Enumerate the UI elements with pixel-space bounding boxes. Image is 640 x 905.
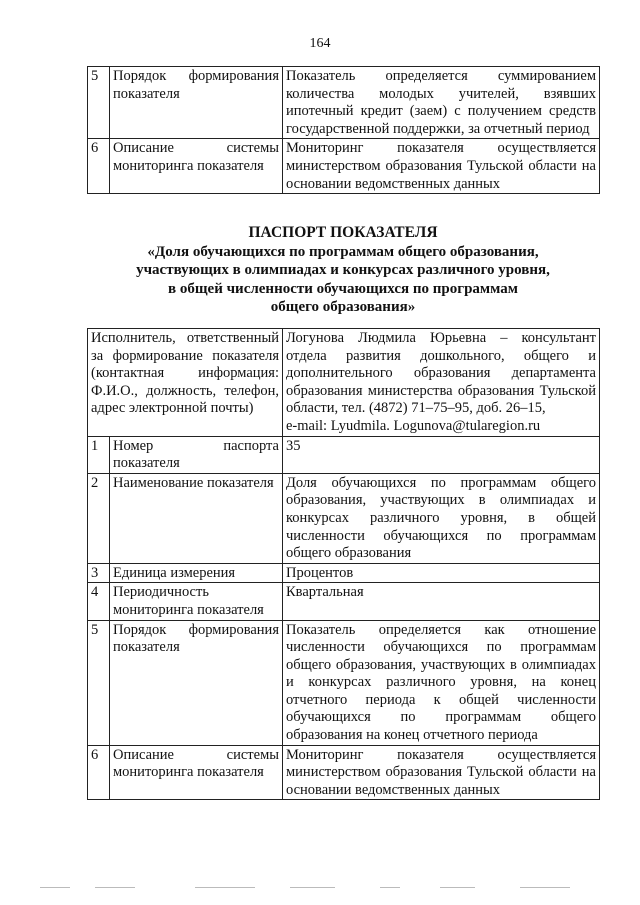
row-label: Наименование показателя — [110, 473, 283, 563]
table-row — [88, 563, 600, 583]
row-label: Номер паспорта показателя — [110, 436, 283, 473]
row-number: 2 — [88, 473, 110, 563]
table-row — [88, 67, 600, 139]
row-value: 35 — [283, 436, 600, 473]
table-row — [88, 139, 600, 194]
executor-row — [88, 329, 600, 437]
table-row — [88, 620, 600, 745]
row-number: 5 — [88, 67, 110, 139]
executor-cell — [283, 329, 600, 437]
row-number: 4 — [88, 583, 110, 620]
row-label: Описание системы мониторинга показателя — [110, 139, 283, 194]
passport-subtitle-line: общего образования» — [270, 299, 416, 315]
row-label: Описание системы мониторинга показателя — [110, 745, 283, 800]
row-value: Доля обучающихся по программам общего образования, участвующих в олимпиадах и конкурсах различного уровня, в общей численности обучающихся по программам общего образования — [283, 473, 600, 563]
passport-subtitle-line: «Доля обучающихся по программам общего образования, — [147, 243, 539, 260]
row-value: Квартальная — [283, 583, 600, 620]
table-row — [88, 436, 600, 473]
row-label: Единица измерения — [110, 563, 283, 583]
executor-value: Логунова Людмила Юрьевна – консультант отдела развития дошкольного, общего и дополнительного образования департамента образования министерства образования Тульской области, тел. (4872) 71–75–95, доб. 26–15, — [286, 330, 596, 417]
row-value: Показатель определяется суммированием количества молодых учителей, взявших ипотечный кредит (заем) с получением средств государственной поддержки, за отчетный период — [283, 67, 600, 139]
row-number: 5 — [88, 620, 110, 745]
row-number: 6 — [88, 745, 110, 800]
row-number: 1 — [88, 436, 110, 473]
row-number: 3 — [88, 563, 110, 583]
executor-email: e-mail: Lyudmila. Logunova@tularegion.ru — [286, 417, 541, 434]
passport-subtitle-line: в общей численности обучающихся по программам — [168, 280, 518, 297]
row-label: Порядок формирования показателя — [110, 67, 283, 139]
row-value: Показатель определяется как отношение численности обучающихся по программам общего образования, участвующих в олимпиадах и конкурсах различного уровня, на конец отчетного периода к общей численности обучающихся по программам общего образования на конец отчетного периода — [283, 620, 600, 745]
row-value: Мониторинг показателя осуществляется министерством образования Тульской области на основании ведомственных данных — [283, 745, 600, 800]
executor-label: Исполнитель, ответственный за формирование показателя (контактная информация: Ф.И.О., должность, телефон, адрес электронной почты) — [88, 329, 283, 437]
row-label: Порядок формирования показателя — [110, 620, 283, 745]
passport-subtitle-line: участвующих в олимпиадах и конкурсах различного уровня, — [136, 262, 550, 278]
table-row — [88, 473, 600, 563]
row-number: 6 — [88, 139, 110, 194]
table-row — [88, 745, 600, 800]
row-value: Процентов — [283, 563, 600, 583]
indicator-passport-table — [87, 328, 600, 800]
row-value: Мониторинг показателя осуществляется министерством образования Тульской области на основании ведомственных данных — [283, 139, 600, 194]
row-label: Периодичность мониторинга показателя — [110, 583, 283, 620]
continued-indicator-table — [87, 66, 600, 194]
page-number: 164 — [309, 36, 331, 51]
passport-title: ПАСПОРТ ПОКАЗАТЕЛЯ — [248, 224, 438, 241]
table-row — [88, 583, 600, 620]
scan-artifact-line — [40, 887, 600, 891]
passport-heading — [87, 224, 599, 317]
